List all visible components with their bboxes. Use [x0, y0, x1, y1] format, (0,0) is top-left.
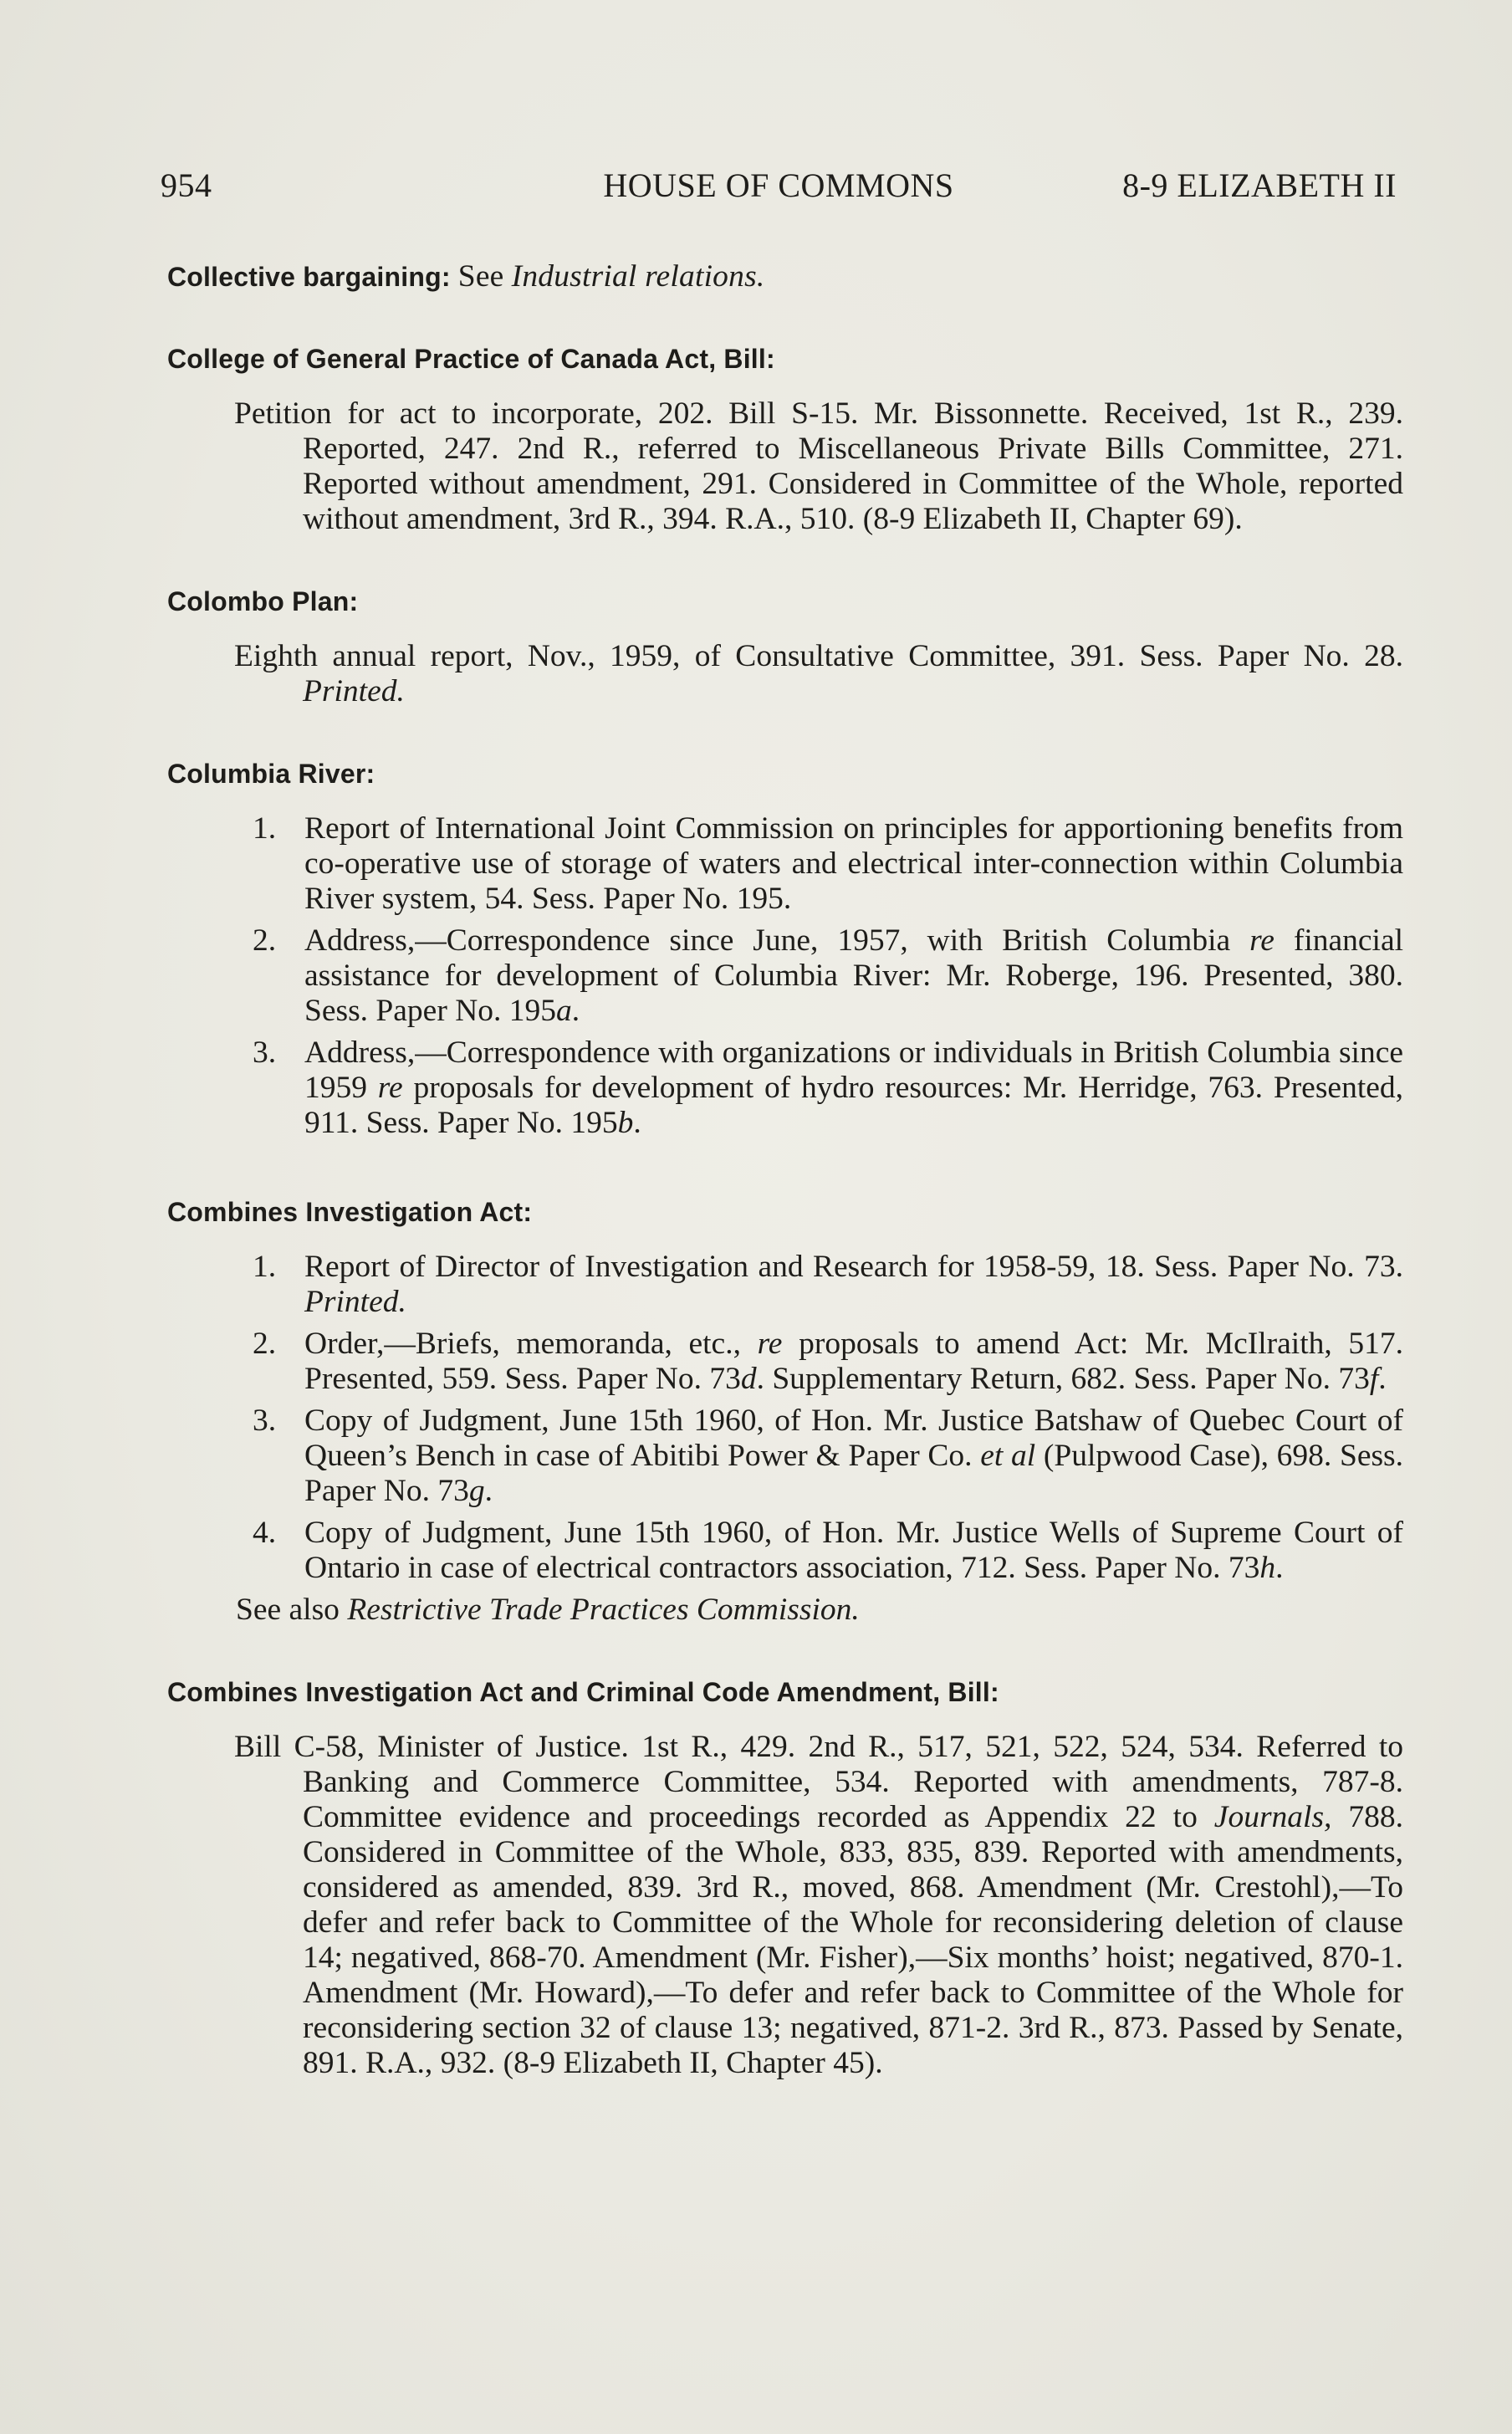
entry-text: Eighth annual report, Nov., 1959, of Consultative Committee, 391. Sess. Paper No. 28. [234, 639, 1403, 673]
item-number: 4. [253, 1516, 277, 1550]
entry-heading: Combines Investigation Act: [167, 1197, 533, 1227]
item-text: proposals to amend Act: Mr. McIlraith, 517. Presented, 559. Sess. Paper No. 73 [304, 1327, 1404, 1396]
list-item [253, 811, 1403, 917]
list-item [253, 923, 1403, 1029]
entry-heading: Colombo Plan: [167, 586, 359, 616]
item-text: Report of International Joint Commission on principles for apportioning benefits from co-operative use of storage of waters and electrical inter-connection within Columbia River system, 54. Sess. Paper No. 195. [304, 811, 1403, 916]
printed-note: Printed. [303, 674, 405, 708]
list-item [253, 1404, 1403, 1509]
item-end: . [633, 1106, 641, 1140]
item-text: . Supplementary Return, 682. Sess. Paper No. 73 [756, 1362, 1370, 1396]
item-text: proposals for development of hydro resources: Mr. Herridge, 763. Presented, 911. Sess. Paper No. 195 [304, 1071, 1404, 1140]
paper-suffix: d [740, 1362, 757, 1396]
list-item [253, 1327, 1403, 1397]
item-end: . [484, 1474, 493, 1508]
item-text: Address,—Correspondence with organizations or individuals in British Columbia since 1959 [304, 1035, 1403, 1105]
item-end: . [571, 994, 580, 1028]
entry-text: 788. Considered in Committee of the Whole, 833, 835, 839. Reported with amendments, considered as amended, 839. 3rd R., moved, 868. Amendment (Mr. Crestohl),—To defer and refer back to Committee of the Whole for reconsidering deletion of clause 14; negatived, 868-70. Amendment (Mr. Fisher),—Six months’ hoist; negatived, 870-1. Amendment (Mr. Howard),—To defer and refer back to Committee of the Whole for reconsidering section 32 of clause 13; negatived, 871-2. 3rd R., 873. Passed by Senate, 891. R.A., 932. (8-9 Elizabeth II, Chapter 45). [303, 1800, 1404, 2080]
see-also-label: See also [236, 1593, 340, 1627]
entry-text: Bill C-58, Minister of Justice. 1st R., 429. 2nd R., 517, 521, 522, 524, 534. Referred to Banking and Commerce Committee, 534. Reported with amendments, 787-8. Committee evidence and proceedings recorded as Appendix 22 to [234, 1730, 1403, 1834]
entry-body [234, 639, 1403, 709]
item-number: 1. [253, 1250, 277, 1284]
list-item [253, 1035, 1403, 1141]
see-label: See [457, 259, 504, 294]
header-session: 8-9 ELIZABETH II [1122, 166, 1397, 204]
entry-item-list [253, 811, 1403, 1141]
re-word: re [1249, 923, 1274, 958]
page-number: 954 [161, 166, 212, 204]
cross-reference: Industrial relations. [511, 259, 765, 294]
item-number: 1. [253, 811, 277, 846]
paper-suffix: b [617, 1106, 634, 1140]
item-number: 2. [253, 1327, 277, 1361]
cross-reference: Restrictive Trade Practices Commission. [347, 1593, 860, 1627]
item-number: 3. [253, 1404, 277, 1438]
item-end: . [1275, 1551, 1284, 1585]
entry-heading: Collective bargaining: [167, 262, 451, 292]
list-item [253, 1250, 1403, 1320]
paper-suffix: h [1259, 1551, 1276, 1585]
item-number: 2. [253, 923, 277, 958]
item-text: financial assistance for development of Columbia River: Mr. Roberge, 196. Presented, 380. Sess. Paper No. 195 [304, 923, 1404, 1028]
item-end: . [1378, 1362, 1387, 1396]
entry-heading: Columbia River: [167, 759, 375, 789]
see-also-line [236, 1593, 1403, 1628]
item-number: 3. [253, 1035, 277, 1070]
paper-suffix: g [468, 1474, 485, 1508]
page-header [161, 166, 1397, 216]
item-text: Order,—Briefs, memoranda, etc., [304, 1327, 741, 1361]
paper-suffix: a [556, 994, 572, 1028]
list-item [253, 1516, 1403, 1586]
item-text: Copy of Judgment, June 15th 1960, of Hon. Mr. Justice Batshaw of Quebec Court of Queen’s Bench in case of Abitibi Power & Paper Co. [304, 1404, 1403, 1473]
item-text: Copy of Judgment, June 15th 1960, of Hon. Mr. Justice Wells of Supreme Court of Ontario in case of electrical contractors association, 712. Sess. Paper No. 73 [304, 1516, 1403, 1585]
entry-heading: Combines Investigation Act and Criminal Code Amendment, Bill: [167, 1677, 999, 1707]
entry-body [234, 1730, 1403, 2081]
item-text: Report of Director of Investigation and Research for 1958-59, 18. Sess. Paper No. 73. [304, 1250, 1403, 1284]
entry-collective-bargaining [167, 259, 1403, 294]
et-al: et al [980, 1439, 1036, 1473]
paper-suffix: f [1369, 1362, 1379, 1396]
printed-note: Printed. [304, 1285, 406, 1319]
entry-heading: College of General Practice of Canada Act, Bill: [167, 344, 775, 374]
index-content [167, 259, 1403, 2081]
entry-item-list [253, 1250, 1403, 1586]
header-title: HOUSE OF COMMONS [603, 166, 954, 204]
re-word: re [757, 1327, 783, 1361]
item-text: Address,—Correspondence since June, 1957, with British Columbia [304, 923, 1231, 958]
entry-body: Petition for act to incorporate, 202. Bill S-15. Mr. Bissonnette. Received, 1st R., 239. Reported, 247. 2nd R., referred to Miscellaneous Private Bills Committee, 271. Reported without amendment, 291. Considered in Committee of the Whole, reported without amendment, 3rd R., 394. R.A., 510. (8-9 Elizabeth II, Chapter 69). [234, 396, 1403, 536]
re-word: re [377, 1071, 403, 1105]
journals-ref: Journals, [1213, 1800, 1332, 1834]
item-text: (Pulpwood Case), 698. Sess. Paper No. 73 [304, 1439, 1404, 1508]
